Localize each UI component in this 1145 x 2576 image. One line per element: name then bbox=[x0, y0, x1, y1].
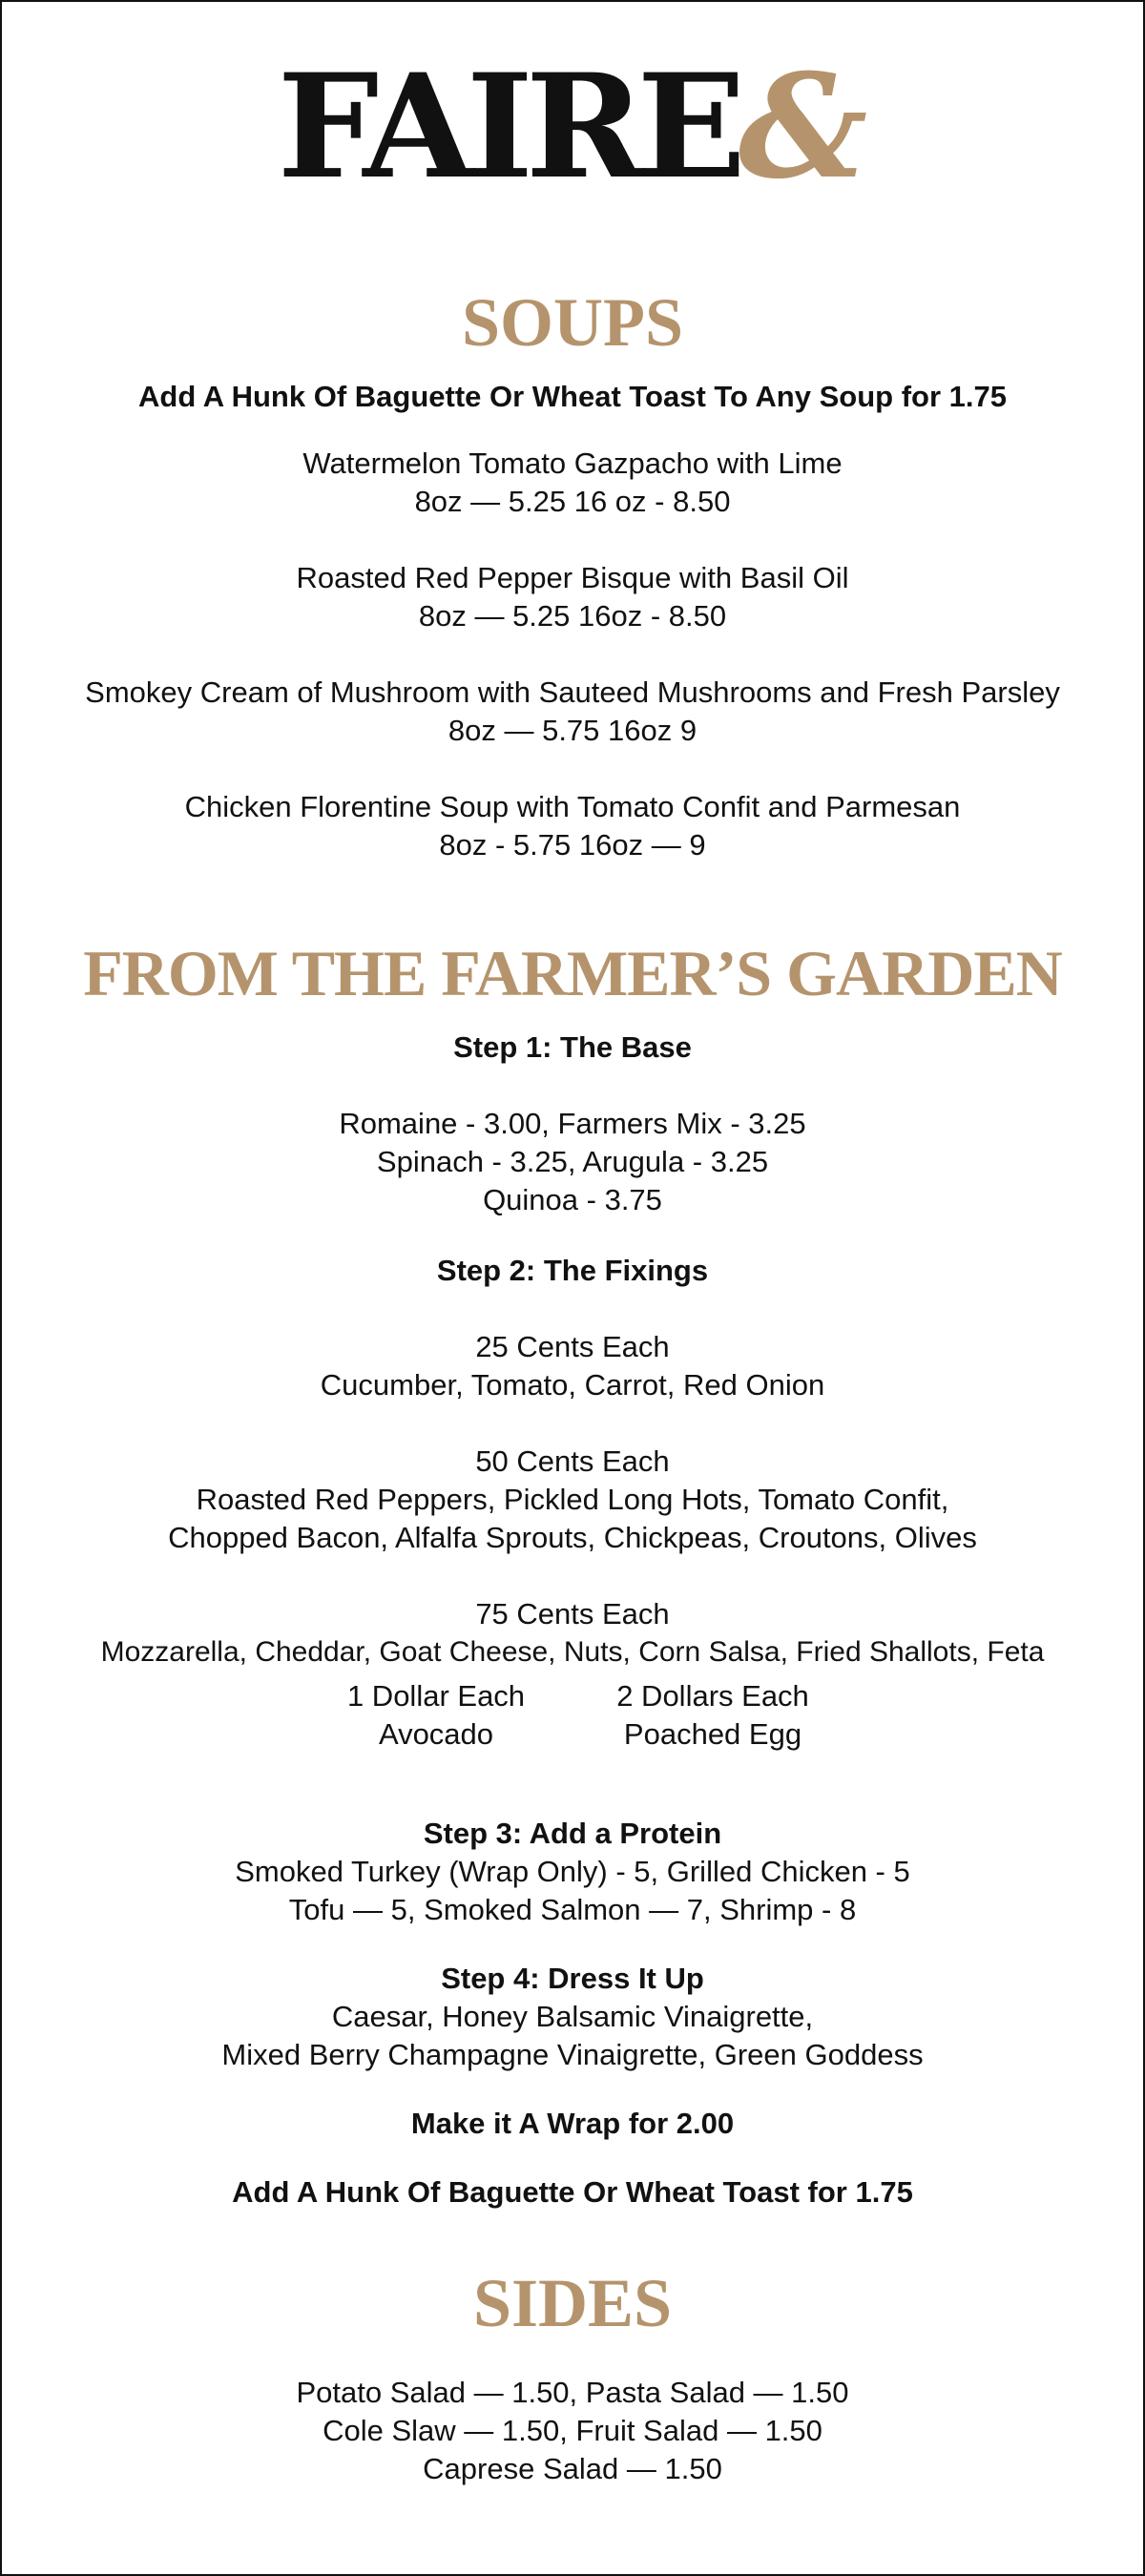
tier2-items: Chopped Bacon, Alfalfa Sprouts, Chickpeas, Croutons, Olives bbox=[168, 1521, 977, 1554]
tier1-title: 25 Cents Each bbox=[475, 1330, 670, 1363]
tier1-items: Cucumber, Tomato, Carrot, Red Onion bbox=[320, 1368, 825, 1402]
sides-line: Cole Slaw — 1.50, Fruit Salad — 1.50 bbox=[323, 2414, 822, 2447]
soups-addon: Add A Hunk Of Baguette Or Wheat Toast To Any Soup for 1.75 bbox=[138, 380, 1007, 413]
soups-heading: SOUPS bbox=[461, 284, 684, 361]
step3-title: Step 3: Add a Protein bbox=[423, 1817, 722, 1850]
tier2-items: Roasted Red Peppers, Pickled Long Hots, Tomato Confit, bbox=[196, 1483, 949, 1516]
tier3-items: Mozzarella, Cheddar, Goat Cheese, Nuts, Corn Salsa, Fried Shallots, Feta bbox=[100, 1636, 1045, 1668]
step4-line: Mixed Berry Champagne Vinaigrette, Green Goddess bbox=[221, 2038, 924, 2071]
brand-logo-word: FAIRE bbox=[277, 43, 739, 211]
step1-line: Romaine - 3.00, Farmers Mix - 3.25 bbox=[339, 1107, 806, 1140]
garden-addon: Add A Hunk Of Baguette Or Wheat Toast for 1.75 bbox=[232, 2175, 913, 2209]
step1-line: Spinach - 3.25, Arugula - 3.25 bbox=[376, 1145, 769, 1178]
soup-item-name: Chicken Florentine Soup with Tomato Confit and Parmesan bbox=[184, 790, 961, 823]
dollar2-item: Poached Egg bbox=[623, 1717, 802, 1751]
soup-item-name: Watermelon Tomato Gazpacho with Lime bbox=[302, 447, 843, 480]
dollar1-item: Avocado bbox=[378, 1717, 494, 1751]
garden-heading: FROM THE FARMER’S GARDEN bbox=[83, 937, 1062, 1009]
step1-line: Quinoa - 3.75 bbox=[483, 1183, 662, 1216]
tier2-title: 50 Cents Each bbox=[475, 1444, 670, 1478]
sides-line: Caprese Salad — 1.50 bbox=[423, 2452, 722, 2485]
dollar1-title: 1 Dollar Each bbox=[346, 1679, 526, 1713]
soup-item-price: 8oz - 5.75 16oz — 9 bbox=[439, 828, 706, 862]
soup-item-name: Smokey Cream of Mushroom with Sauteed Mushrooms and Fresh Parsley bbox=[85, 675, 1060, 709]
step4-title: Step 4: Dress It Up bbox=[441, 1962, 704, 1995]
wrap-option: Make it A Wrap for 2.00 bbox=[410, 2107, 735, 2140]
soup-item-price: 8oz — 5.25 16 oz - 8.50 bbox=[414, 485, 731, 518]
step3-line: Smoked Turkey (Wrap Only) - 5, Grilled Chicken - 5 bbox=[235, 1855, 910, 1888]
sides-line: Potato Salad — 1.50, Pasta Salad — 1.50 bbox=[296, 2376, 849, 2409]
soup-item-price: 8oz — 5.25 16oz - 8.50 bbox=[418, 599, 727, 633]
dollar2-title: 2 Dollars Each bbox=[616, 1679, 809, 1713]
step4-line: Caesar, Honey Balsamic Vinaigrette, bbox=[331, 2000, 814, 2033]
tier3-title: 75 Cents Each bbox=[475, 1597, 670, 1631]
step3-line: Tofu — 5, Smoked Salmon — 7, Shrimp - 8 bbox=[288, 1893, 857, 1926]
soup-item-price: 8oz — 5.75 16oz 9 bbox=[448, 714, 697, 747]
sides-heading: SIDES bbox=[472, 2265, 673, 2341]
step1-title: Step 1: The Base bbox=[453, 1030, 692, 1064]
step2-title: Step 2: The Fixings bbox=[436, 1254, 709, 1287]
brand-logo-ampersand: & bbox=[738, 43, 868, 211]
brand-logo bbox=[2, 43, 1143, 211]
soup-item-name: Roasted Red Pepper Bisque with Basil Oil bbox=[296, 561, 849, 594]
